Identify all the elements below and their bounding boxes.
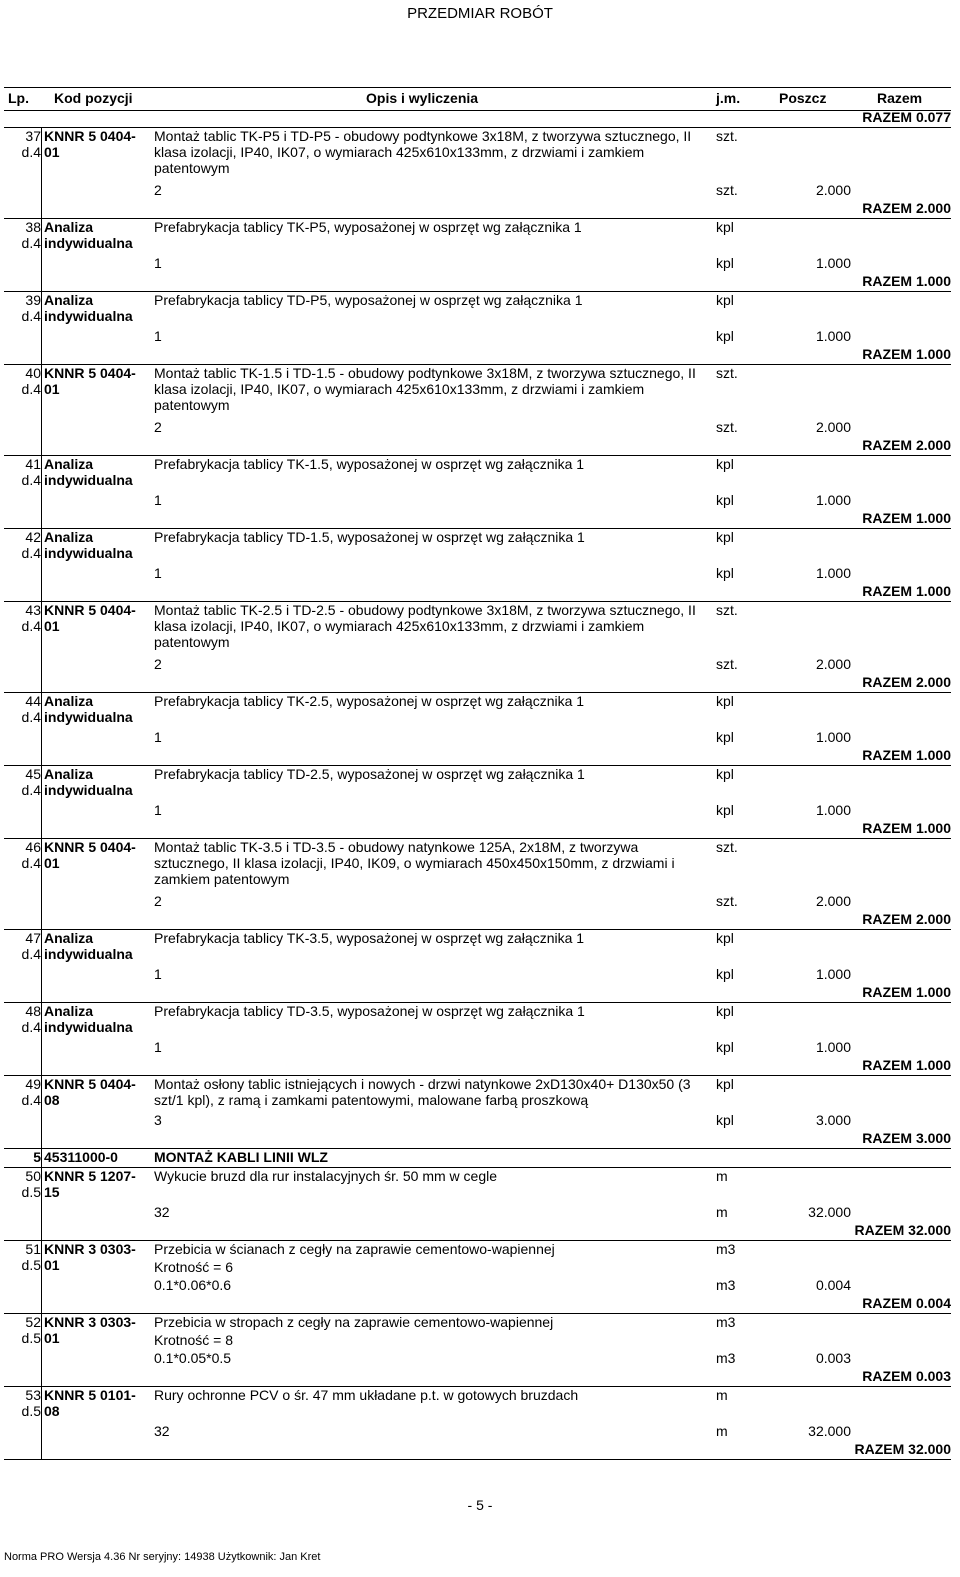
row-multiplier: Krotność = 6 <box>154 1259 233 1275</box>
row-description: Montaż tablic TK-1.5 i TD-1.5 - obudowy podtynkowe 3x18M, z tworzywa sztucznego, II klasa izolacji, IP40, IK07, o wymiarach 425x610x133mm, z drzwiami i zamkiem patentowym <box>154 365 696 413</box>
header-poszcz: Poszcz <box>779 90 827 106</box>
row-value: 1.000 <box>815 255 851 271</box>
footer-note: Norma PRO Wersja 4.36 Nr seryjny: 14938 Użytkownik: Jan Kret <box>4 1551 321 1563</box>
row-quantity-unit: kpl <box>716 802 734 818</box>
row-razem: RAZEM 1.000 <box>862 583 951 599</box>
row-unit: kpl <box>716 930 734 946</box>
table-body <box>4 109 951 1460</box>
row-unit: szt. <box>716 602 738 618</box>
row-unit: kpl <box>716 456 734 472</box>
row-quantity-expr: 1 <box>154 255 162 271</box>
row-quantity-unit: m3 <box>716 1350 736 1366</box>
row-value: 1.000 <box>815 966 851 982</box>
row-value: 1.000 <box>815 492 851 508</box>
row-description: Prefabrykacja tablicy TK-3.5, wyposażonej w osprzęt wg załącznika 1 <box>154 930 585 946</box>
row-description: Prefabrykacja tablicy TD-P5, wyposażonej w osprzęt wg załącznika 1 <box>154 292 583 308</box>
row-description: Montaż tablic TK-3.5 i TD-3.5 - obudowy natynkowe 125A, 2x18M, z tworzywa sztucznego, II klasa izolacji, IP40, IK09, o wymiarach 450x450x150mm, z drzwiami i zamkiem patentowym <box>154 839 675 887</box>
row-code: Analiza indywidualna <box>44 529 133 561</box>
row-code: Analiza indywidualna <box>44 693 133 725</box>
row-code: Analiza indywidualna <box>44 1003 133 1035</box>
row-quantity-expr: 1 <box>154 802 162 818</box>
row-lp: 38 d.4 <box>4 219 42 291</box>
row-unit: kpl <box>716 1076 734 1092</box>
row-quantity-unit: kpl <box>716 328 734 344</box>
row-code: KNNR 5 0404-01 <box>44 128 136 160</box>
page-title: PRZEDMIAR ROBÓT <box>407 5 553 22</box>
table-row <box>4 1241 951 1314</box>
row-razem: RAZEM 3.000 <box>862 1130 951 1146</box>
row-code: KNNR 3 0303-01 <box>44 1241 136 1273</box>
row-multiplier: Krotność = 8 <box>154 1332 233 1348</box>
header-code: Kod pozycji <box>54 90 133 106</box>
section-lp: 5 <box>4 1149 42 1167</box>
row-description: Przebicia w ścianach z cegły na zaprawie cementowo-wapiennej <box>154 1241 555 1257</box>
row-value: 1.000 <box>815 802 851 818</box>
row-quantity-unit: kpl <box>716 966 734 982</box>
row-lp: 44 d.4 <box>4 693 42 765</box>
row-lp: 39 d.4 <box>4 292 42 364</box>
table-row <box>4 292 951 365</box>
row-code: KNNR 5 0404-08 <box>44 1076 136 1108</box>
row-quantity-unit: kpl <box>716 1112 734 1128</box>
row-lp: 41 d.4 <box>4 456 42 528</box>
row-unit: kpl <box>716 766 734 782</box>
table-row <box>4 602 951 693</box>
row-quantity-unit: kpl <box>716 255 734 271</box>
row-quantity-unit: m <box>716 1423 728 1439</box>
row-quantity-expr: 3 <box>154 1112 162 1128</box>
row-quantity-expr: 2 <box>154 893 162 909</box>
row-razem: RAZEM 2.000 <box>862 437 951 453</box>
row-value: 0.004 <box>815 1277 851 1293</box>
row-quantity-unit: m <box>716 1204 728 1220</box>
row-unit: szt. <box>716 365 738 381</box>
row-quantity-expr: 1 <box>154 966 162 982</box>
row-razem: RAZEM 2.000 <box>862 674 951 690</box>
row-description: Przebicia w stropach z cegły na zaprawie cementowo-wapiennej <box>154 1314 554 1330</box>
table-header <box>4 87 951 111</box>
table-row <box>4 1387 951 1460</box>
row-value: 1.000 <box>815 565 851 581</box>
table-row <box>4 365 951 456</box>
row-quantity-expr: 32 <box>154 1204 170 1220</box>
row-razem: RAZEM 1.000 <box>862 1057 951 1073</box>
table-row <box>4 1314 951 1387</box>
row-razem: RAZEM 1.000 <box>862 273 951 289</box>
row-unit: m <box>716 1387 728 1403</box>
table-row <box>4 930 951 1003</box>
page-number: - 5 - <box>467 1497 493 1513</box>
row-code: Analiza indywidualna <box>44 930 133 962</box>
row-value: 3.000 <box>815 1112 851 1128</box>
row-unit: szt. <box>716 839 738 855</box>
row-razem: RAZEM 32.000 <box>854 1222 951 1238</box>
row-unit: m3 <box>716 1314 736 1330</box>
row-value: 1.000 <box>815 1039 851 1055</box>
row-lp: 53 d.5 <box>4 1387 42 1459</box>
row-value: 1.000 <box>815 328 851 344</box>
section-code: 45311000-0 <box>44 1149 118 1165</box>
row-unit: kpl <box>716 529 734 545</box>
row-description: Prefabrykacja tablicy TD-2.5, wyposażonej w osprzęt wg załącznika 1 <box>154 766 585 782</box>
row-quantity-unit: szt. <box>716 893 738 909</box>
row-code: Analiza indywidualna <box>44 219 133 251</box>
section-row <box>4 1149 951 1168</box>
row-unit: m <box>716 1168 728 1184</box>
row-quantity-expr: 1 <box>154 1039 162 1055</box>
row-lp: 45 d.4 <box>4 766 42 838</box>
table-row <box>4 839 951 930</box>
row-quantity-unit: szt. <box>716 182 738 198</box>
row-unit: kpl <box>716 1003 734 1019</box>
row-quantity-expr: 1 <box>154 328 162 344</box>
table-row <box>4 1003 951 1076</box>
row-value: 2.000 <box>815 656 851 672</box>
table-row <box>4 693 951 766</box>
row-description: Montaż tablic TK-P5 i TD-P5 - obudowy podtynkowe 3x18M, z tworzywa sztucznego, II klasa izolacji, IP40, IK07, o wymiarach 425x610x133mm, z drzwiami i zamkiem patentowym <box>154 128 692 176</box>
row-code: Analiza indywidualna <box>44 292 133 324</box>
row-lp: 37 d.4 <box>4 128 42 218</box>
row-description: Rury ochronne PCV o śr. 47 mm układane p.t. w gotowych bruzdach <box>154 1387 579 1403</box>
row-code: KNNR 5 0404-01 <box>44 839 136 871</box>
row-quantity-unit: kpl <box>716 492 734 508</box>
header-desc: Opis i wyliczenia <box>366 90 479 106</box>
row-unit: kpl <box>716 693 734 709</box>
row-razem: RAZEM 1.000 <box>862 820 951 836</box>
row-unit: kpl <box>716 292 734 308</box>
row-description: Prefabrykacja tablicy TD-3.5, wyposażonej w osprzęt wg załącznika 1 <box>154 1003 585 1019</box>
row-razem: RAZEM 0.003 <box>862 1368 951 1384</box>
row-quantity-expr: 1 <box>154 565 162 581</box>
row-value: 2.000 <box>815 893 851 909</box>
section-title: MONTAŻ KABLI LINII WLZ <box>154 1149 328 1165</box>
row-description: Prefabrykacja tablicy TD-1.5, wyposażonej w osprzęt wg załącznika 1 <box>154 529 585 545</box>
row-description: Prefabrykacja tablicy TK-1.5, wyposażonej w osprzęt wg załącznika 1 <box>154 456 585 472</box>
row-value: 32.000 <box>808 1204 851 1220</box>
row-lp: 51 d.5 <box>4 1241 42 1313</box>
row-razem: RAZEM 1.000 <box>862 984 951 1000</box>
row-quantity-expr: 0.1*0.05*0.5 <box>154 1350 232 1366</box>
row-description: Prefabrykacja tablicy TK-2.5, wyposażonej w osprzęt wg załącznika 1 <box>154 693 585 709</box>
row-value: 32.000 <box>808 1423 851 1439</box>
row-quantity-unit: kpl <box>716 565 734 581</box>
row-quantity-expr: 1 <box>154 729 162 745</box>
row-quantity-unit: szt. <box>716 419 738 435</box>
row-description: Montaż tablic TK-2.5 i TD-2.5 - obudowy podtynkowe 3x18M, z tworzywa sztucznego, II klasa izolacji, IP40, IK07, o wymiarach 425x610x133mm, z drzwiami i zamkiem patentowym <box>154 602 696 650</box>
razem-label: RAZEM 0.077 <box>862 109 951 125</box>
table-row <box>4 219 951 292</box>
row-code: KNNR 5 0404-01 <box>44 602 136 634</box>
table-row <box>4 766 951 839</box>
row-lp: 49 d.4 <box>4 1076 42 1148</box>
table-row <box>4 1168 951 1241</box>
row-razem: RAZEM 1.000 <box>862 510 951 526</box>
row-code: KNNR 5 0404-01 <box>44 365 136 397</box>
row-razem: RAZEM 1.000 <box>862 747 951 763</box>
row-lp: 46 d.4 <box>4 839 42 929</box>
table-row <box>4 529 951 602</box>
row-quantity-unit: kpl <box>716 729 734 745</box>
row-unit: szt. <box>716 128 738 144</box>
table-row <box>4 1076 951 1149</box>
header-lp: Lp. <box>8 90 29 106</box>
row-code: Analiza indywidualna <box>44 766 133 798</box>
row-code: KNNR 5 1207-15 <box>44 1168 136 1200</box>
row-code: Analiza indywidualna <box>44 456 133 488</box>
row-unit: m3 <box>716 1241 736 1257</box>
row-quantity-unit: m3 <box>716 1277 736 1293</box>
row-value: 0.003 <box>815 1350 851 1366</box>
row-quantity-expr: 2 <box>154 419 162 435</box>
row-quantity-unit: szt. <box>716 656 738 672</box>
row-lp: 47 d.4 <box>4 930 42 1002</box>
row-razem: RAZEM 1.000 <box>862 346 951 362</box>
row-code: KNNR 3 0303-01 <box>44 1314 136 1346</box>
header-unit: j.m. <box>716 90 741 106</box>
row-lp: 43 d.4 <box>4 602 42 692</box>
row-razem: RAZEM 32.000 <box>854 1441 951 1457</box>
table-row <box>4 109 951 128</box>
row-quantity-expr: 0.1*0.06*0.6 <box>154 1277 232 1293</box>
table-row <box>4 456 951 529</box>
row-quantity-unit: kpl <box>716 1039 734 1055</box>
table-row <box>4 128 951 219</box>
row-value: 2.000 <box>815 182 851 198</box>
row-description: Prefabrykacja tablicy TK-P5, wyposażonej w osprzęt wg załącznika 1 <box>154 219 582 235</box>
header-razem: Razem <box>877 90 923 106</box>
row-lp: 42 d.4 <box>4 529 42 601</box>
row-code: KNNR 5 0101-08 <box>44 1387 136 1419</box>
row-description: Montaż osłony tablic istniejących i nowych - drzwi natynkowe 2xD130x40+ D130x50 (3 szt/1 kpl), z ramą i zamkami patentowymi, malowane farbą proszkową <box>154 1076 691 1108</box>
row-quantity-expr: 2 <box>154 182 162 198</box>
row-value: 2.000 <box>815 419 851 435</box>
row-quantity-expr: 32 <box>154 1423 170 1439</box>
row-razem: RAZEM 0.004 <box>862 1295 951 1311</box>
row-description: Wykucie bruzd dla rur instalacyjnych śr. 50 mm w cegle <box>154 1168 497 1184</box>
row-lp: 40 d.4 <box>4 365 42 455</box>
row-quantity-expr: 2 <box>154 656 162 672</box>
row-lp: 50 d.5 <box>4 1168 42 1240</box>
row-lp: 52 d.5 <box>4 1314 42 1386</box>
row-razem: RAZEM 2.000 <box>862 911 951 927</box>
row-unit: kpl <box>716 219 734 235</box>
row-lp: 48 d.4 <box>4 1003 42 1075</box>
row-quantity-expr: 1 <box>154 492 162 508</box>
row-value: 1.000 <box>815 729 851 745</box>
row-razem: RAZEM 2.000 <box>862 200 951 216</box>
